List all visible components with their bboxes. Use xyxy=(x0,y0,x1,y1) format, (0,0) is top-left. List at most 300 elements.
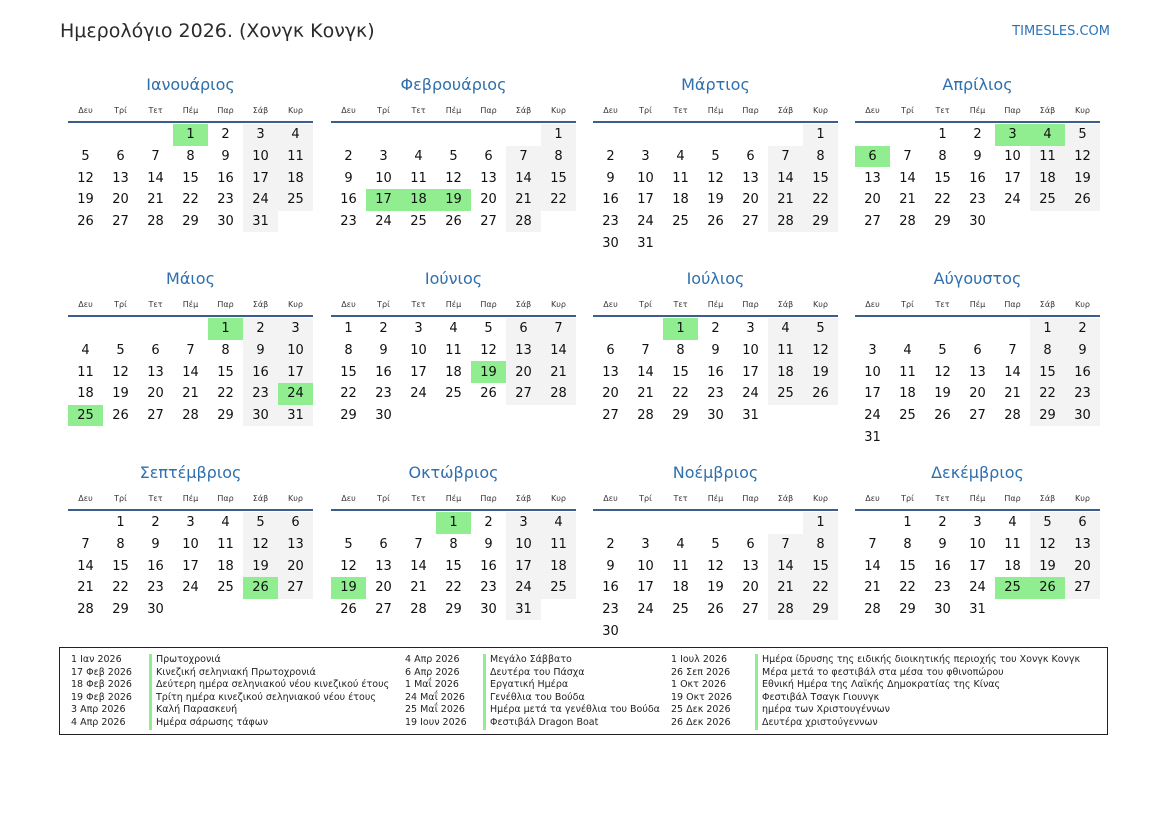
day-cell: 18 xyxy=(445,364,462,380)
empty-day-cell xyxy=(173,318,208,340)
weekday-label: Σάβ xyxy=(777,300,794,309)
weekend-day-cell: 19 xyxy=(1030,555,1065,577)
holiday-name: Φεστιβάλ Τσαγκ Γιουνγκ xyxy=(755,692,879,705)
day-cell: 31 xyxy=(637,235,654,251)
weekend-day-cell: 23 xyxy=(1065,383,1100,405)
day-cell: 14 xyxy=(147,170,164,186)
empty-day-cell xyxy=(925,318,960,340)
day-cell: 16 xyxy=(707,364,724,380)
day-cell: 29 xyxy=(672,408,689,424)
day-cell: 27 xyxy=(602,408,619,424)
empty-day-cell xyxy=(628,512,663,534)
legend-row xyxy=(405,704,660,717)
weekend-day-cell: 6 xyxy=(278,512,313,534)
day-cell: 22 xyxy=(899,580,916,596)
weekday-label: Πέμ xyxy=(445,106,462,115)
day-cell: 16 xyxy=(480,558,497,574)
day-cell: 31 xyxy=(742,408,759,424)
weekend-day-cell: 27 xyxy=(278,577,313,599)
weekday-label: Τετ xyxy=(148,494,163,503)
day-cell: 9 xyxy=(151,537,160,553)
holiday-date: 1 Ιουλ 2026 xyxy=(671,654,727,665)
day-grid xyxy=(593,318,838,426)
weekend-day-cell: 3 xyxy=(278,318,313,340)
day-cell: 3 xyxy=(746,321,755,337)
day-cell: 27 xyxy=(742,214,759,230)
weekday-label: Παρ xyxy=(217,106,234,115)
empty-day-cell xyxy=(733,512,768,534)
day-cell: 2 xyxy=(938,515,947,531)
weekday-label: Κυρ xyxy=(813,300,828,309)
day-cell: 21 xyxy=(410,580,427,596)
day-cell: 8 xyxy=(449,537,458,553)
day-cell: 14 xyxy=(410,558,427,574)
day-cell: 13 xyxy=(375,558,392,574)
holiday-date: 25 Δεκ 2026 xyxy=(671,704,731,716)
header-divider xyxy=(68,315,313,317)
weekend-day-cell: 4 xyxy=(278,124,313,146)
day-cell: 8 xyxy=(221,343,230,359)
day-cell: 22 xyxy=(672,386,689,402)
weekday-label: Παρ xyxy=(742,494,759,503)
day-cell: 25 xyxy=(410,214,427,230)
day-cell: 7 xyxy=(868,537,877,553)
holiday-name: Φεστιβάλ Dragon Boat xyxy=(483,717,598,730)
weekday-label: Παρ xyxy=(1004,106,1021,115)
weekend-day-cell: 17 xyxy=(243,167,278,189)
day-cell: 13 xyxy=(602,364,619,380)
legend-row xyxy=(71,692,389,705)
holiday-name: Ημέρα μετά τα γενέθλια του Βούδα xyxy=(483,704,660,717)
weekend-day-cell: 8 xyxy=(541,146,576,168)
weekday-label: Σάβ xyxy=(1039,494,1056,503)
holiday-day-cell: 1 xyxy=(208,318,243,340)
legend-row xyxy=(405,679,660,692)
day-cell: 28 xyxy=(1004,408,1021,424)
day-cell: 4 xyxy=(449,321,458,337)
day-cell: 26 xyxy=(112,408,129,424)
day-cell: 27 xyxy=(375,602,392,618)
holiday-name: Εθνική Ημέρα της Λαϊκής Δημοκρατίας της Κίνας xyxy=(755,679,1000,692)
day-cell: 2 xyxy=(606,149,615,165)
day-cell: 16 xyxy=(602,192,619,208)
weekday-label: Πέμ xyxy=(969,106,986,115)
day-cell: 30 xyxy=(217,214,234,230)
day-cell: 5 xyxy=(711,537,720,553)
legend-row xyxy=(405,667,660,680)
holiday-day-cell: 25 xyxy=(68,405,103,427)
day-cell: 10 xyxy=(375,170,392,186)
empty-day-cell xyxy=(366,124,401,146)
weekday-label: Παρ xyxy=(742,300,759,309)
day-cell: 5 xyxy=(938,343,947,359)
holiday-name: Ημέρα ίδρυσης της ειδικής διοικητικής περιοχής του Χονγκ Κονγκ xyxy=(755,654,1080,667)
day-cell: 13 xyxy=(742,170,759,186)
day-cell: 16 xyxy=(147,558,164,574)
weekend-day-cell: 2 xyxy=(1065,318,1100,340)
day-cell: 4 xyxy=(414,149,423,165)
day-cell: 10 xyxy=(742,343,759,359)
weekday-label: Τρί xyxy=(639,106,652,115)
day-cell: 9 xyxy=(379,343,388,359)
weekend-day-cell: 14 xyxy=(506,167,541,189)
day-cell: 4 xyxy=(676,149,685,165)
holiday-date: 24 Μαΐ 2026 xyxy=(405,691,465,703)
holiday-day-cell: 26 xyxy=(243,577,278,599)
day-cell: 6 xyxy=(484,149,493,165)
month-calendar xyxy=(855,73,1100,232)
day-cell: 6 xyxy=(746,149,755,165)
weekday-label: Σάβ xyxy=(515,300,532,309)
holiday-day-cell: 17 xyxy=(366,189,401,211)
day-cell: 3 xyxy=(379,149,388,165)
empty-day-cell xyxy=(593,124,628,146)
weekend-day-cell: 16 xyxy=(243,361,278,383)
weekday-label: Σάβ xyxy=(515,106,532,115)
weekday-label: Δευ xyxy=(341,494,356,503)
day-cell: 3 xyxy=(186,515,195,531)
weekday-label: Σάβ xyxy=(515,494,532,503)
day-cell: 19 xyxy=(934,386,951,402)
month-calendar xyxy=(68,267,313,426)
day-cell: 20 xyxy=(969,386,986,402)
weekday-label: Πέμ xyxy=(182,300,199,309)
empty-day-cell xyxy=(960,318,995,340)
holiday-day-cell: 19 xyxy=(436,189,471,211)
weekend-day-cell: 30 xyxy=(243,405,278,427)
day-cell: 20 xyxy=(112,192,129,208)
weekend-day-cell: 17 xyxy=(506,555,541,577)
weekday-label: Κυρ xyxy=(288,300,303,309)
month-name: Μάρτιος xyxy=(681,75,750,94)
weekday-label: Τετ xyxy=(935,494,950,503)
holiday-name: ημέρα των Χριστουγέννων xyxy=(755,704,890,717)
weekend-day-cell: 10 xyxy=(243,146,278,168)
day-cell: 13 xyxy=(864,170,881,186)
holiday-day-cell: 24 xyxy=(278,383,313,405)
legend-row xyxy=(671,654,1080,667)
weekend-day-cell: 15 xyxy=(1030,361,1065,383)
day-cell: 16 xyxy=(375,364,392,380)
weekend-day-cell: 20 xyxy=(278,555,313,577)
weekend-day-cell: 8 xyxy=(803,146,838,168)
holiday-name: Δεύτερη ημέρα σεληνιακού νέου κινεζικού έτους xyxy=(149,679,389,692)
site-brand-link[interactable]: TIMESLES.COM xyxy=(1012,24,1110,39)
weekday-label: Δευ xyxy=(865,494,880,503)
legend-column xyxy=(671,654,1080,730)
header-divider xyxy=(593,121,838,123)
day-cell: 30 xyxy=(147,602,164,618)
day-cell: 6 xyxy=(746,537,755,553)
day-cell: 18 xyxy=(77,386,94,402)
weekday-label: Τρί xyxy=(639,300,652,309)
month-calendar xyxy=(855,461,1100,620)
day-cell: 11 xyxy=(410,170,427,186)
day-cell: 20 xyxy=(742,580,759,596)
weekday-label: Τρί xyxy=(901,106,914,115)
day-cell: 28 xyxy=(147,214,164,230)
day-cell: 21 xyxy=(1004,386,1021,402)
weekday-label: Σάβ xyxy=(1039,106,1056,115)
holiday-date: 26 Δεκ 2026 xyxy=(671,716,731,728)
empty-day-cell xyxy=(103,124,138,146)
weekday-label: Δευ xyxy=(865,106,880,115)
holiday-day-cell: 18 xyxy=(401,189,436,211)
weekend-day-cell: 15 xyxy=(803,167,838,189)
empty-day-cell xyxy=(331,124,366,146)
weekend-day-cell: 15 xyxy=(541,167,576,189)
day-cell: 25 xyxy=(672,602,689,618)
weekday-header xyxy=(331,491,576,507)
month-name: Οκτώβριος xyxy=(408,463,499,482)
month-calendar xyxy=(331,461,576,620)
month-name: Απρίλιος xyxy=(942,75,1013,94)
day-cell: 15 xyxy=(934,170,951,186)
weekday-label: Κυρ xyxy=(288,494,303,503)
weekend-day-cell: 3 xyxy=(506,512,541,534)
holiday-day-cell: 3 xyxy=(995,124,1030,146)
day-cell: 9 xyxy=(938,537,947,553)
weekend-day-cell: 28 xyxy=(541,383,576,405)
day-cell: 3 xyxy=(868,343,877,359)
day-cell: 22 xyxy=(112,580,129,596)
weekend-day-cell: 24 xyxy=(243,189,278,211)
holiday-date: 1 Μαΐ 2026 xyxy=(405,679,459,691)
day-cell: 20 xyxy=(602,386,619,402)
weekend-day-cell: 7 xyxy=(768,534,803,556)
holiday-day-cell: 1 xyxy=(663,318,698,340)
day-cell: 8 xyxy=(676,343,685,359)
legend-row xyxy=(671,667,1080,680)
day-cell: 30 xyxy=(934,602,951,618)
weekday-label: Τρί xyxy=(377,300,390,309)
day-cell: 25 xyxy=(672,214,689,230)
day-cell: 12 xyxy=(934,364,951,380)
month-name: Σεπτέμβριος xyxy=(139,463,242,482)
weekend-day-cell: 19 xyxy=(243,555,278,577)
day-cell: 5 xyxy=(344,537,353,553)
day-cell: 3 xyxy=(641,149,650,165)
empty-day-cell xyxy=(401,124,436,146)
empty-day-cell xyxy=(890,124,925,146)
weekend-day-cell: 11 xyxy=(768,340,803,362)
day-cell: 5 xyxy=(81,149,90,165)
day-cell: 12 xyxy=(445,170,462,186)
weekday-label: Δευ xyxy=(341,106,356,115)
weekday-label: Τρί xyxy=(114,300,127,309)
weekend-day-cell: 5 xyxy=(1030,512,1065,534)
weekday-label: Κυρ xyxy=(813,494,828,503)
day-cell: 11 xyxy=(217,537,234,553)
day-cell: 2 xyxy=(711,321,720,337)
day-cell: 24 xyxy=(182,580,199,596)
legend-row xyxy=(71,679,389,692)
weekend-day-cell: 3 xyxy=(243,124,278,146)
day-cell: 10 xyxy=(1004,149,1021,165)
holiday-day-cell: 4 xyxy=(1030,124,1065,146)
empty-day-cell xyxy=(890,318,925,340)
legend-row xyxy=(71,654,389,667)
legend-row xyxy=(405,692,660,705)
empty-day-cell xyxy=(855,124,890,146)
day-cell: 21 xyxy=(864,580,881,596)
day-cell: 24 xyxy=(1004,192,1021,208)
day-cell: 12 xyxy=(707,558,724,574)
empty-day-cell xyxy=(855,318,890,340)
weekday-header xyxy=(593,103,838,119)
day-cell: 5 xyxy=(116,343,125,359)
weekend-day-cell: 31 xyxy=(506,599,541,621)
legend-row xyxy=(671,704,1080,717)
holiday-name: Καλή Παρασκευή xyxy=(149,704,237,717)
weekday-header xyxy=(68,297,313,313)
weekday-label: Τρί xyxy=(114,494,127,503)
legend-row xyxy=(671,692,1080,705)
day-cell: 27 xyxy=(742,602,759,618)
legend-row xyxy=(671,679,1080,692)
weekend-day-cell: 6 xyxy=(1065,512,1100,534)
day-cell: 29 xyxy=(217,408,234,424)
day-cell: 14 xyxy=(864,558,881,574)
weekend-day-cell: 18 xyxy=(768,361,803,383)
day-cell: 7 xyxy=(641,343,650,359)
weekday-label: Τετ xyxy=(935,300,950,309)
weekend-day-cell: 18 xyxy=(1030,167,1065,189)
day-cell: 27 xyxy=(147,408,164,424)
weekend-day-cell: 9 xyxy=(1065,340,1100,362)
day-cell: 17 xyxy=(637,192,654,208)
day-cell: 30 xyxy=(969,214,986,230)
day-cell: 7 xyxy=(1008,343,1017,359)
weekday-label: Παρ xyxy=(480,494,497,503)
empty-day-cell xyxy=(138,124,173,146)
day-cell: 21 xyxy=(77,580,94,596)
day-cell: 8 xyxy=(903,537,912,553)
day-cell: 14 xyxy=(1004,364,1021,380)
weekend-day-cell: 14 xyxy=(768,555,803,577)
holiday-date: 17 Φεβ 2026 xyxy=(71,666,132,678)
day-cell: 12 xyxy=(480,343,497,359)
weekend-day-cell: 11 xyxy=(1030,146,1065,168)
weekend-day-cell: 21 xyxy=(541,361,576,383)
header-divider xyxy=(68,121,313,123)
holiday-name: Δευτέρα χριστούγεννων xyxy=(755,717,878,730)
day-cell: 9 xyxy=(484,537,493,553)
weekday-label: Τετ xyxy=(673,106,688,115)
day-cell: 2 xyxy=(151,515,160,531)
day-cell: 11 xyxy=(899,364,916,380)
header-divider xyxy=(593,509,838,511)
weekday-label: Δευ xyxy=(603,494,618,503)
weekend-day-cell: 9 xyxy=(243,340,278,362)
weekday-label: Τετ xyxy=(411,494,426,503)
weekend-day-cell: 29 xyxy=(803,599,838,621)
day-cell: 17 xyxy=(864,386,881,402)
day-cell: 26 xyxy=(340,602,357,618)
weekend-day-cell: 27 xyxy=(1065,577,1100,599)
day-cell: 26 xyxy=(934,408,951,424)
legend-column xyxy=(405,654,660,730)
weekend-day-cell: 1 xyxy=(1030,318,1065,340)
weekday-label: Πέμ xyxy=(182,494,199,503)
day-cell: 28 xyxy=(899,214,916,230)
day-cell: 11 xyxy=(1004,537,1021,553)
weekday-header xyxy=(331,297,576,313)
month-name: Φεβρουάριος xyxy=(400,75,507,94)
weekday-label: Τετ xyxy=(673,300,688,309)
day-cell: 13 xyxy=(480,170,497,186)
day-cell: 28 xyxy=(77,602,94,618)
legend-row xyxy=(405,717,660,730)
holiday-day-cell: 1 xyxy=(173,124,208,146)
legend-row xyxy=(71,667,389,680)
weekday-label: Παρ xyxy=(480,106,497,115)
day-cell: 23 xyxy=(969,192,986,208)
empty-day-cell xyxy=(733,124,768,146)
day-cell: 13 xyxy=(742,558,759,574)
weekend-day-cell: 21 xyxy=(768,189,803,211)
weekend-day-cell: 20 xyxy=(506,361,541,383)
month-name: Νοέμβριος xyxy=(672,463,759,482)
day-cell: 23 xyxy=(602,214,619,230)
day-cell: 5 xyxy=(484,321,493,337)
day-cell: 8 xyxy=(186,149,195,165)
day-cell: 15 xyxy=(672,364,689,380)
weekend-day-cell: 12 xyxy=(1065,146,1100,168)
day-cell: 8 xyxy=(116,537,125,553)
day-grid xyxy=(68,512,313,620)
day-cell: 7 xyxy=(903,149,912,165)
weekend-day-cell: 7 xyxy=(541,318,576,340)
weekday-label: Δευ xyxy=(603,300,618,309)
day-cell: 24 xyxy=(637,602,654,618)
weekend-day-cell: 22 xyxy=(1030,383,1065,405)
day-cell: 19 xyxy=(707,580,724,596)
weekday-label: Πέμ xyxy=(445,300,462,309)
day-grid xyxy=(331,318,576,426)
holiday-day-cell: 19 xyxy=(471,361,506,383)
day-cell: 30 xyxy=(602,235,619,251)
empty-day-cell xyxy=(401,512,436,534)
day-cell: 21 xyxy=(899,192,916,208)
weekend-day-cell: 12 xyxy=(803,340,838,362)
weekday-label: Τρί xyxy=(377,494,390,503)
header-divider xyxy=(593,315,838,317)
weekday-label: Παρ xyxy=(1004,494,1021,503)
day-cell: 17 xyxy=(182,558,199,574)
day-cell: 6 xyxy=(116,149,125,165)
header-divider xyxy=(331,315,576,317)
weekend-day-cell: 20 xyxy=(1065,555,1100,577)
day-cell: 18 xyxy=(672,580,689,596)
weekend-day-cell: 26 xyxy=(1065,189,1100,211)
holiday-name: Κινεζική σεληνιακή Πρωτοχρονιά xyxy=(149,667,316,680)
empty-day-cell xyxy=(768,512,803,534)
weekday-label: Πέμ xyxy=(969,494,986,503)
day-cell: 29 xyxy=(899,602,916,618)
weekday-label: Τετ xyxy=(411,300,426,309)
day-cell: 10 xyxy=(410,343,427,359)
weekend-day-cell: 13 xyxy=(506,340,541,362)
day-cell: 31 xyxy=(969,602,986,618)
weekend-day-cell: 28 xyxy=(768,211,803,233)
weekday-header xyxy=(855,491,1100,507)
weekday-label: Κυρ xyxy=(1075,494,1090,503)
weekday-label: Δευ xyxy=(78,300,93,309)
day-cell: 31 xyxy=(864,429,881,445)
day-cell: 4 xyxy=(221,515,230,531)
holiday-name: Ημέρα σάρωσης τάφων xyxy=(149,717,268,730)
